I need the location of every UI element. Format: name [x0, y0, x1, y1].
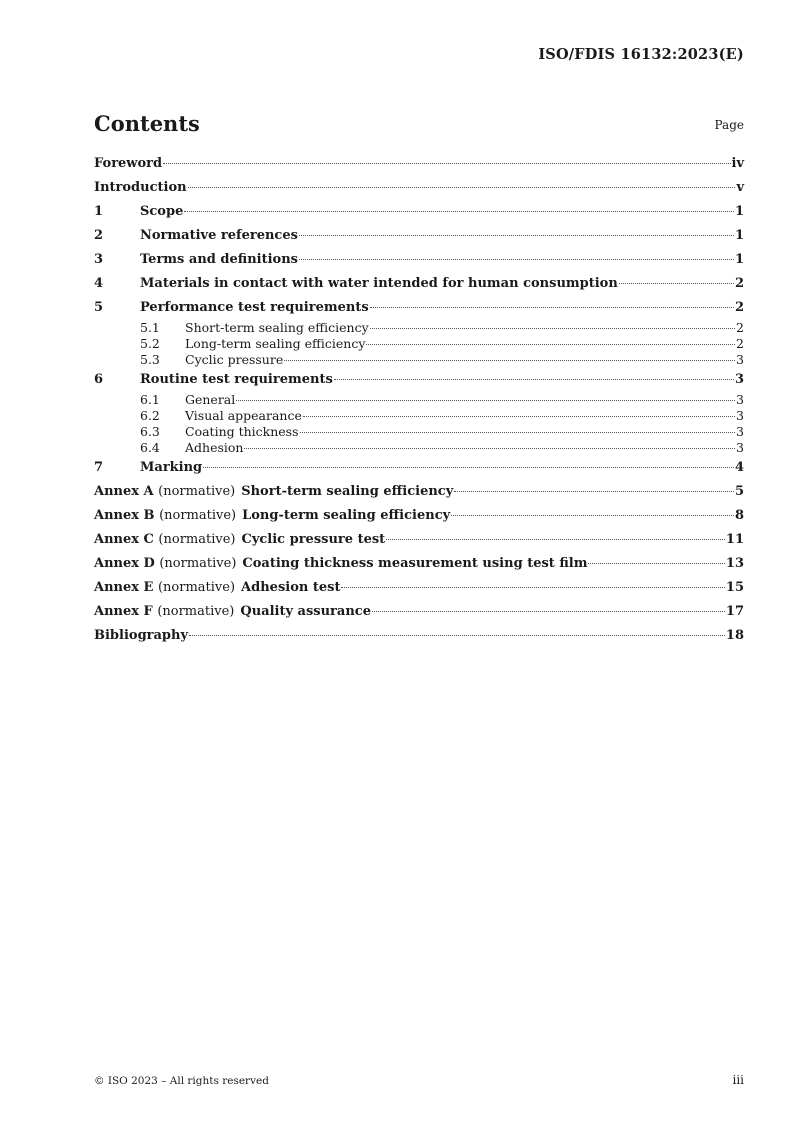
leader-dots: [236, 400, 735, 401]
toc-entry-annex-a[interactable]: [94, 480, 744, 504]
toc-entry-title: Short-term sealing efficiency: [185, 320, 369, 335]
leader-dots: [184, 211, 734, 212]
toc-entry-clause-1[interactable]: [94, 200, 744, 224]
toc-entry-subclause-6-2[interactable]: [94, 408, 744, 424]
leader-dots: [619, 283, 734, 284]
annex-id: Annex A: [94, 484, 154, 499]
toc-entry-page: 17: [725, 604, 744, 619]
toc-entry-annex-d[interactable]: [94, 552, 744, 576]
annex-id: Annex C: [94, 532, 154, 547]
clause-number: 4: [94, 276, 104, 291]
annex-type: (normative): [157, 580, 236, 595]
toc-entry-page: 2: [734, 276, 744, 291]
subclause-number: 6.2: [140, 408, 160, 423]
toc-entry-subclause-6-3[interactable]: [94, 424, 744, 440]
leader-dots: [300, 432, 736, 433]
toc-entry-page: 15: [725, 580, 744, 595]
toc-entry-page: iv: [731, 156, 744, 171]
toc-entry-title: Normative references: [140, 228, 298, 243]
toc-entry-clause-7[interactable]: [94, 456, 744, 480]
toc-entry-page: 3: [734, 372, 744, 387]
toc-entry-title: Adhesion test: [241, 580, 341, 595]
leader-dots: [163, 163, 730, 164]
toc-entry-clause-6[interactable]: [94, 368, 744, 392]
toc-entry-introduction[interactable]: [94, 176, 744, 200]
annex-type: (normative): [158, 484, 236, 499]
document-id: ISO/FDIS 16132:2023(E): [538, 46, 744, 63]
leader-dots: [303, 416, 735, 417]
toc-entry-page: 3: [736, 352, 744, 367]
subclause-number: 6.1: [140, 392, 160, 407]
page-number: iii: [732, 1073, 744, 1087]
leader-dots: [188, 187, 736, 188]
toc-entry-annex-b[interactable]: [94, 504, 744, 528]
toc-entry-clause-5[interactable]: [94, 296, 744, 320]
toc-entry-bibliography[interactable]: [94, 624, 744, 648]
leader-dots: [588, 563, 724, 564]
toc-entry-clause-2[interactable]: [94, 224, 744, 248]
leader-dots: [386, 539, 725, 540]
toc-heading: Contents: [94, 111, 200, 136]
toc-entry-title: Coating thickness: [185, 424, 299, 439]
toc-entry-page: 1: [734, 252, 744, 267]
clause-number: 1: [94, 204, 104, 219]
subclause-number: 5.3: [140, 352, 160, 367]
toc-entry-title: Scope: [140, 204, 184, 219]
toc-entry-subclause-6-4[interactable]: [94, 440, 744, 456]
leader-dots: [203, 467, 734, 468]
toc-entry-page: 3: [736, 392, 744, 407]
leader-dots: [284, 360, 735, 361]
toc-entry-clause-4[interactable]: [94, 272, 744, 296]
toc-entry-page: 8: [734, 508, 744, 523]
leader-dots: [370, 307, 734, 308]
toc-entry-foreword[interactable]: [94, 152, 744, 176]
toc-entry-page: 3: [736, 440, 744, 455]
annex-id: Annex F: [94, 604, 153, 619]
toc-entry-title: Long-term sealing efficiency: [185, 336, 366, 351]
toc-entry-page: 3: [736, 424, 744, 439]
toc-entry-title: Visual appearance: [185, 408, 302, 423]
toc-entry-title: Long-term sealing efficiency: [242, 508, 451, 523]
annex-type: (normative): [157, 604, 235, 619]
toc-entry-title: Performance test requirements: [140, 300, 369, 315]
clause-number: 7: [94, 460, 104, 475]
annex-type: (normative): [158, 532, 236, 547]
leader-dots: [244, 448, 735, 449]
subclause-number: 6.4: [140, 440, 160, 455]
toc-entry-page: 4: [734, 460, 744, 475]
toc-entry-title: Quality assurance: [240, 604, 371, 619]
clause-number: 3: [94, 252, 104, 267]
toc-entry-title: Materials in contact with water intended for human consumption: [140, 276, 618, 291]
toc-entry-page: 2: [736, 336, 744, 351]
leader-dots: [299, 259, 734, 260]
annex-id: Annex B: [94, 508, 155, 523]
leader-dots: [372, 611, 725, 612]
toc-entry-title: Foreword: [94, 156, 163, 171]
leader-dots: [341, 587, 724, 588]
toc-entry-page: 2: [734, 300, 744, 315]
toc-entry-title: Adhesion: [185, 440, 244, 455]
clause-number: 5: [94, 300, 104, 315]
toc-entry-page: 1: [734, 228, 744, 243]
toc-entry-annex-f[interactable]: [94, 600, 744, 624]
copyright-notice: © ISO 2023 – All rights reserved: [94, 1075, 269, 1087]
page-column-label: Page: [714, 118, 744, 132]
toc-entry-annex-e[interactable]: [94, 576, 744, 600]
toc-entry-title: Marking: [140, 460, 203, 475]
toc-entry-title: General: [185, 392, 236, 407]
leader-dots: [299, 235, 734, 236]
clause-number: 2: [94, 228, 104, 243]
toc-entry-clause-3[interactable]: [94, 248, 744, 272]
toc-entry-title: Cyclic pressure: [185, 352, 284, 367]
toc-entry-title: Routine test requirements: [140, 372, 333, 387]
toc-entry-page: 3: [736, 408, 744, 423]
toc-entry-subclause-5-1[interactable]: [94, 320, 744, 336]
leader-dots: [334, 379, 734, 380]
toc-entry-page: v: [736, 180, 744, 195]
clause-number: 6: [94, 372, 104, 387]
toc-entry-page: 13: [725, 556, 744, 571]
leader-dots: [366, 344, 735, 345]
toc-entry-page: 1: [734, 204, 744, 219]
subclause-number: 5.2: [140, 336, 160, 351]
annex-type: (normative): [159, 508, 237, 523]
toc-entry-title: Cyclic pressure test: [241, 532, 386, 547]
annex-id: Annex E: [94, 580, 154, 595]
leader-dots: [370, 328, 735, 329]
table-of-contents: [94, 152, 744, 648]
leader-dots: [454, 491, 734, 492]
toc-entry-page: 5: [734, 484, 744, 499]
toc-entry-title: Terms and definitions: [140, 252, 298, 267]
leader-dots: [451, 515, 734, 516]
toc-entry-subclause-6-1[interactable]: [94, 392, 744, 408]
toc-entry-page: 18: [725, 628, 744, 643]
toc-entry-title: Coating thickness measurement using test film: [242, 556, 588, 571]
toc-entry-title: Short-term sealing efficiency: [241, 484, 454, 499]
toc-entry-title: Introduction: [94, 180, 187, 195]
subclause-number: 6.3: [140, 424, 160, 439]
toc-entry-page: 11: [725, 532, 744, 547]
toc-entry-annex-c[interactable]: [94, 528, 744, 552]
toc-entry-title: Bibliography: [94, 628, 189, 643]
toc-entry-subclause-5-3[interactable]: [94, 352, 744, 368]
annex-id: Annex D: [94, 556, 155, 571]
leader-dots: [189, 635, 725, 636]
subclause-number: 5.1: [140, 320, 160, 335]
toc-entry-page: 2: [736, 320, 744, 335]
annex-type: (normative): [159, 556, 237, 571]
toc-entry-subclause-5-2[interactable]: [94, 336, 744, 352]
